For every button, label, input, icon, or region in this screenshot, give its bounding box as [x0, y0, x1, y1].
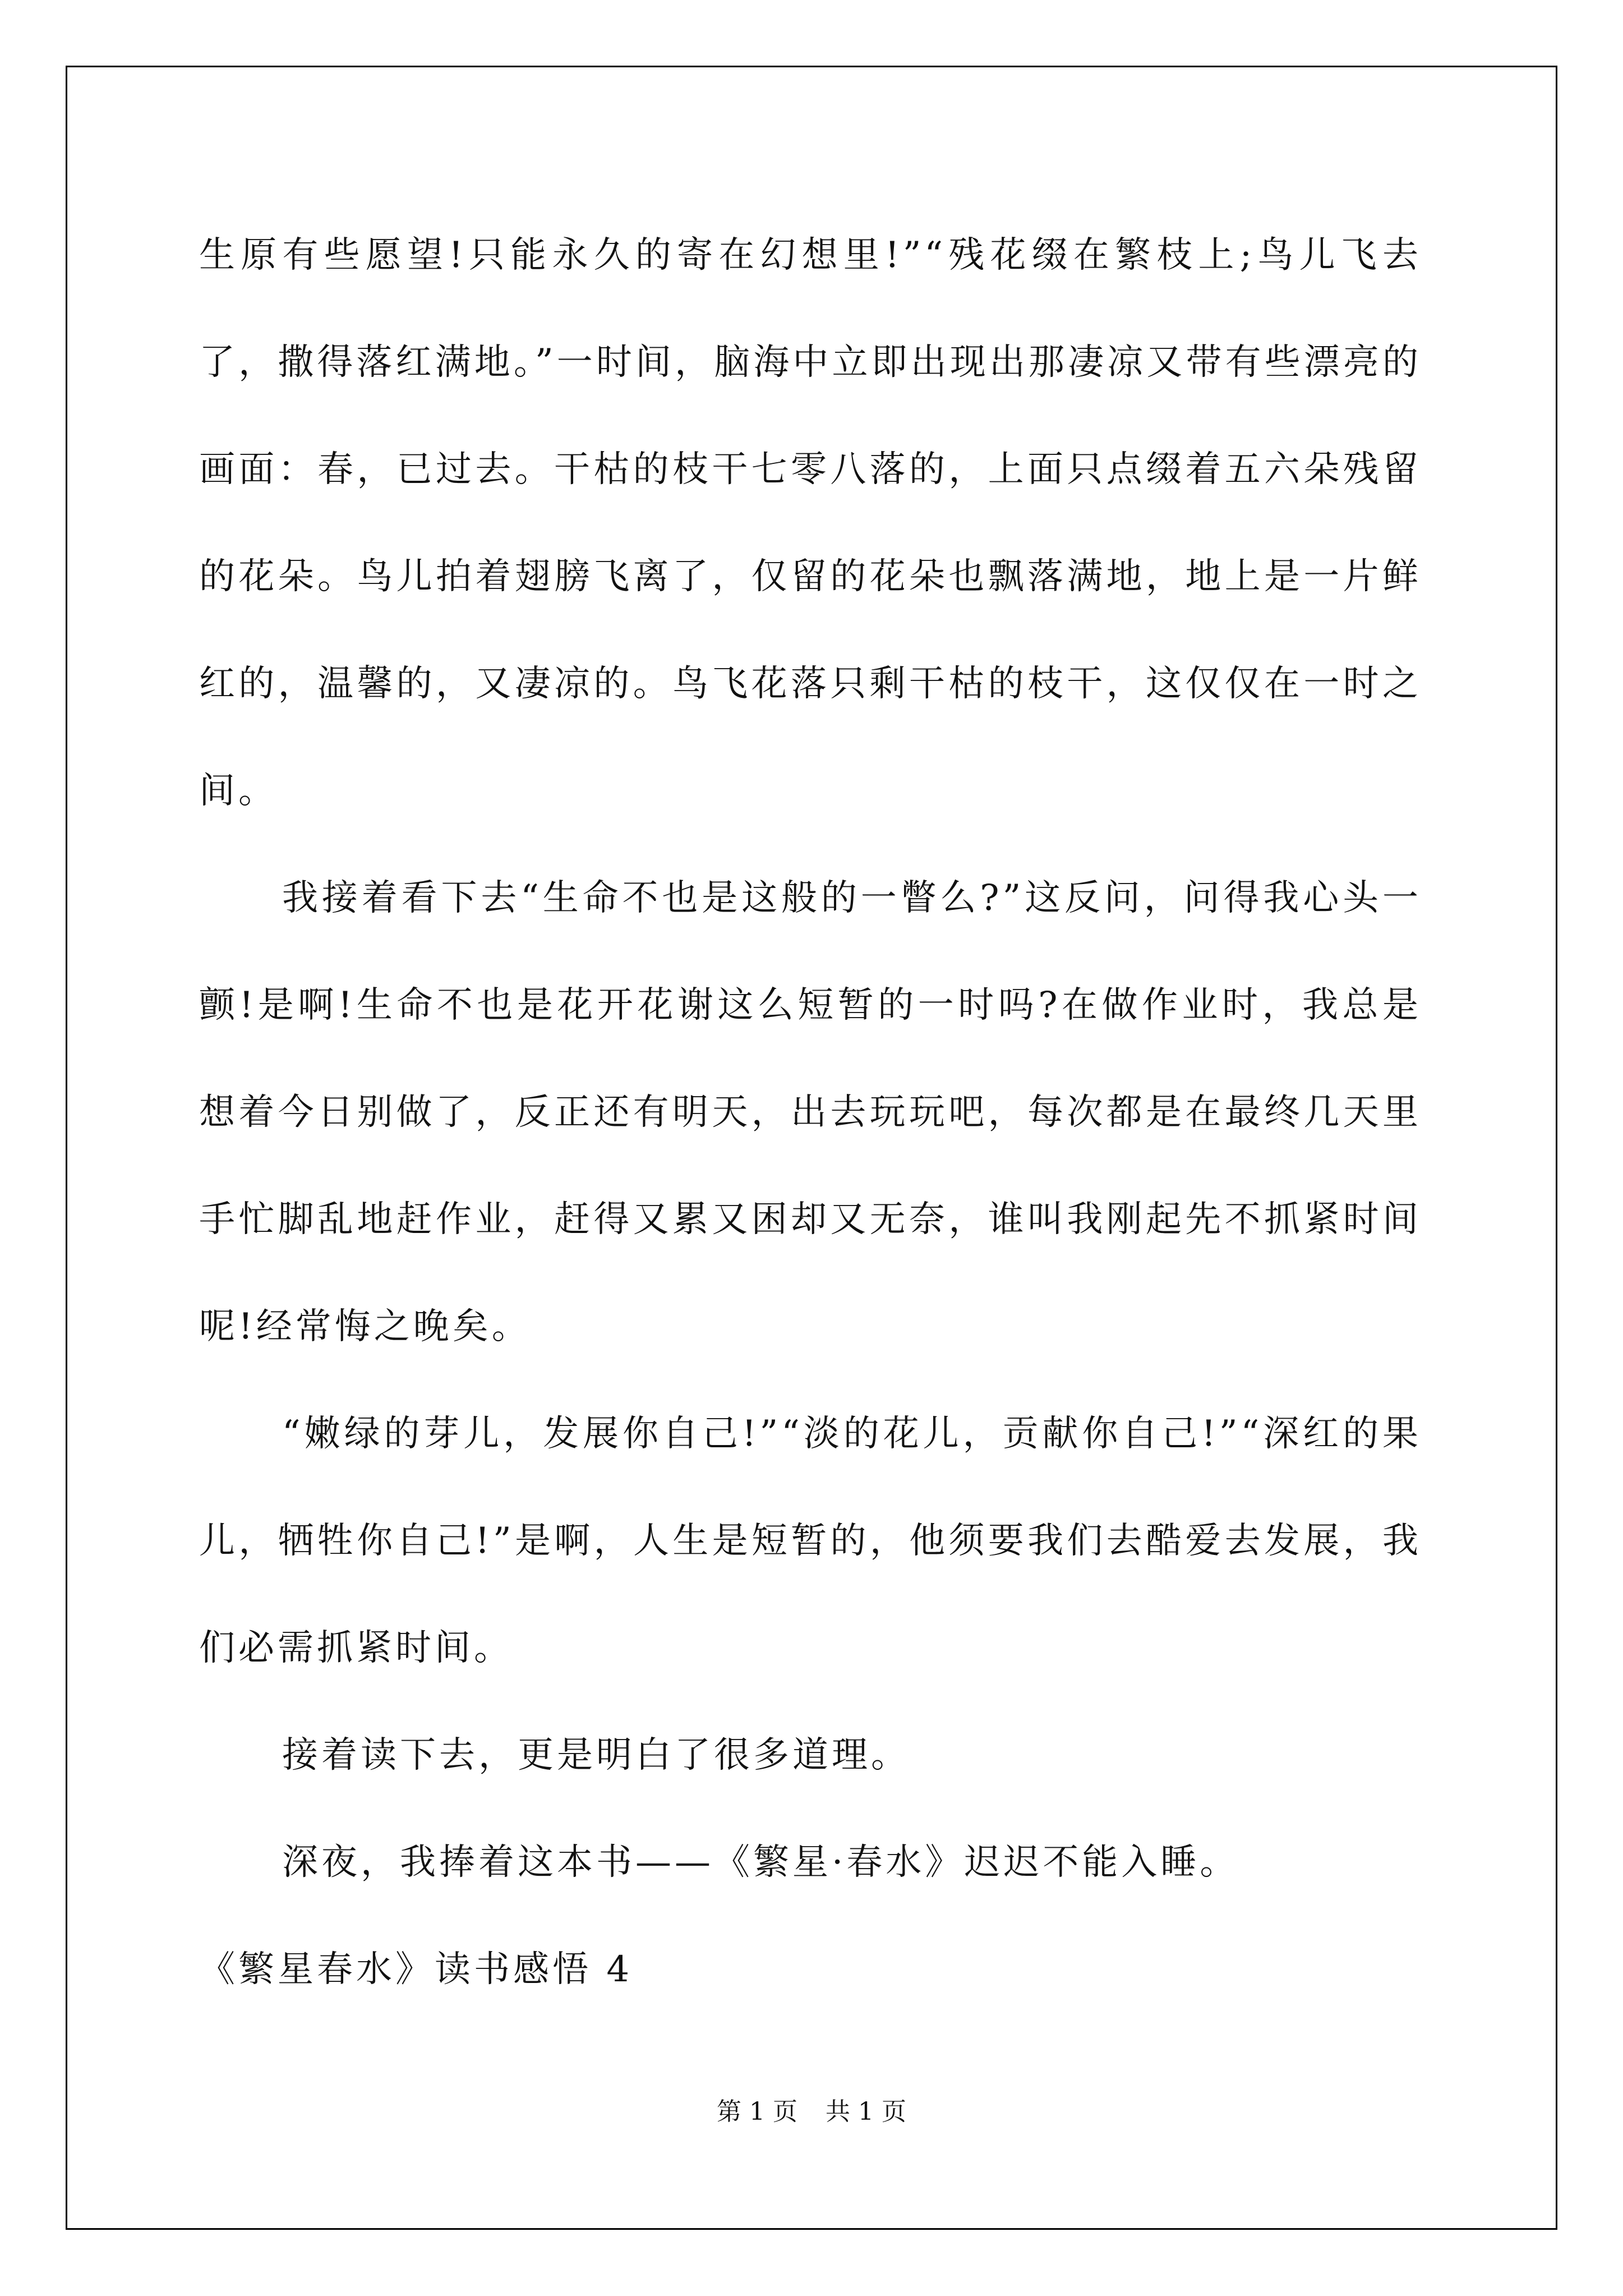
- paragraph-4: 接着读下去，更是明白了很多道理。: [282, 1734, 910, 1776]
- paragraph-5: 深夜，我捧着这本书——《繁星·春水》迟迟不能入睡。: [282, 1842, 1239, 1883]
- paragraph-3: “嫩绿的芽儿，发展你自己!”“淡的花儿，贡献你自己!”“深红的果儿，牺牲你自己!”是啊，人生是短暂的，他须要我们去酷爱去发展，我们必需抓紧时间。: [199, 1413, 1422, 1669]
- paragraph-1: 生原有些愿望!只能永久的寄在幻想里!”“残花缀在繁枝上;鸟儿飞去了，撒得落红满地。”一时间，脑海中立即出现出那凄凉又带有些漂亮的画面：春，已过去。干枯的枝干七零八落的，上面只点缀着五六朵残留的花朵。鸟儿拍着翅膀飞离了，仅留的花朵也飘落满地，地上是一片鲜红的，温馨的，又凄凉的。鸟飞花落只剩干枯的枝干，这仅仅在一时之间。: [199, 234, 1422, 812]
- paragraph-2: 我接着看下去“生命不也是这般的一瞥么?”这反问，问得我心头一颤!是啊!生命不也是花开花谢这么短暂的一时吗?在做作业时，我总是想着今日别做了，反正还有明天，出去玩玩吧，每次都是在最终几天里手忙脚乱地赶作业，赶得又累又困却又无奈，谁叫我刚起先不抓紧时间呢!经常悔之晚矣。: [199, 877, 1422, 1347]
- page-number: 第 1 页: [717, 2097, 797, 2126]
- page-footer: [0, 2091, 1623, 2127]
- document-body: [199, 202, 1422, 2023]
- section-heading: 《繁星春水》读书感悟 4: [199, 1949, 633, 1990]
- page-total: 共 1 页: [826, 2097, 906, 2126]
